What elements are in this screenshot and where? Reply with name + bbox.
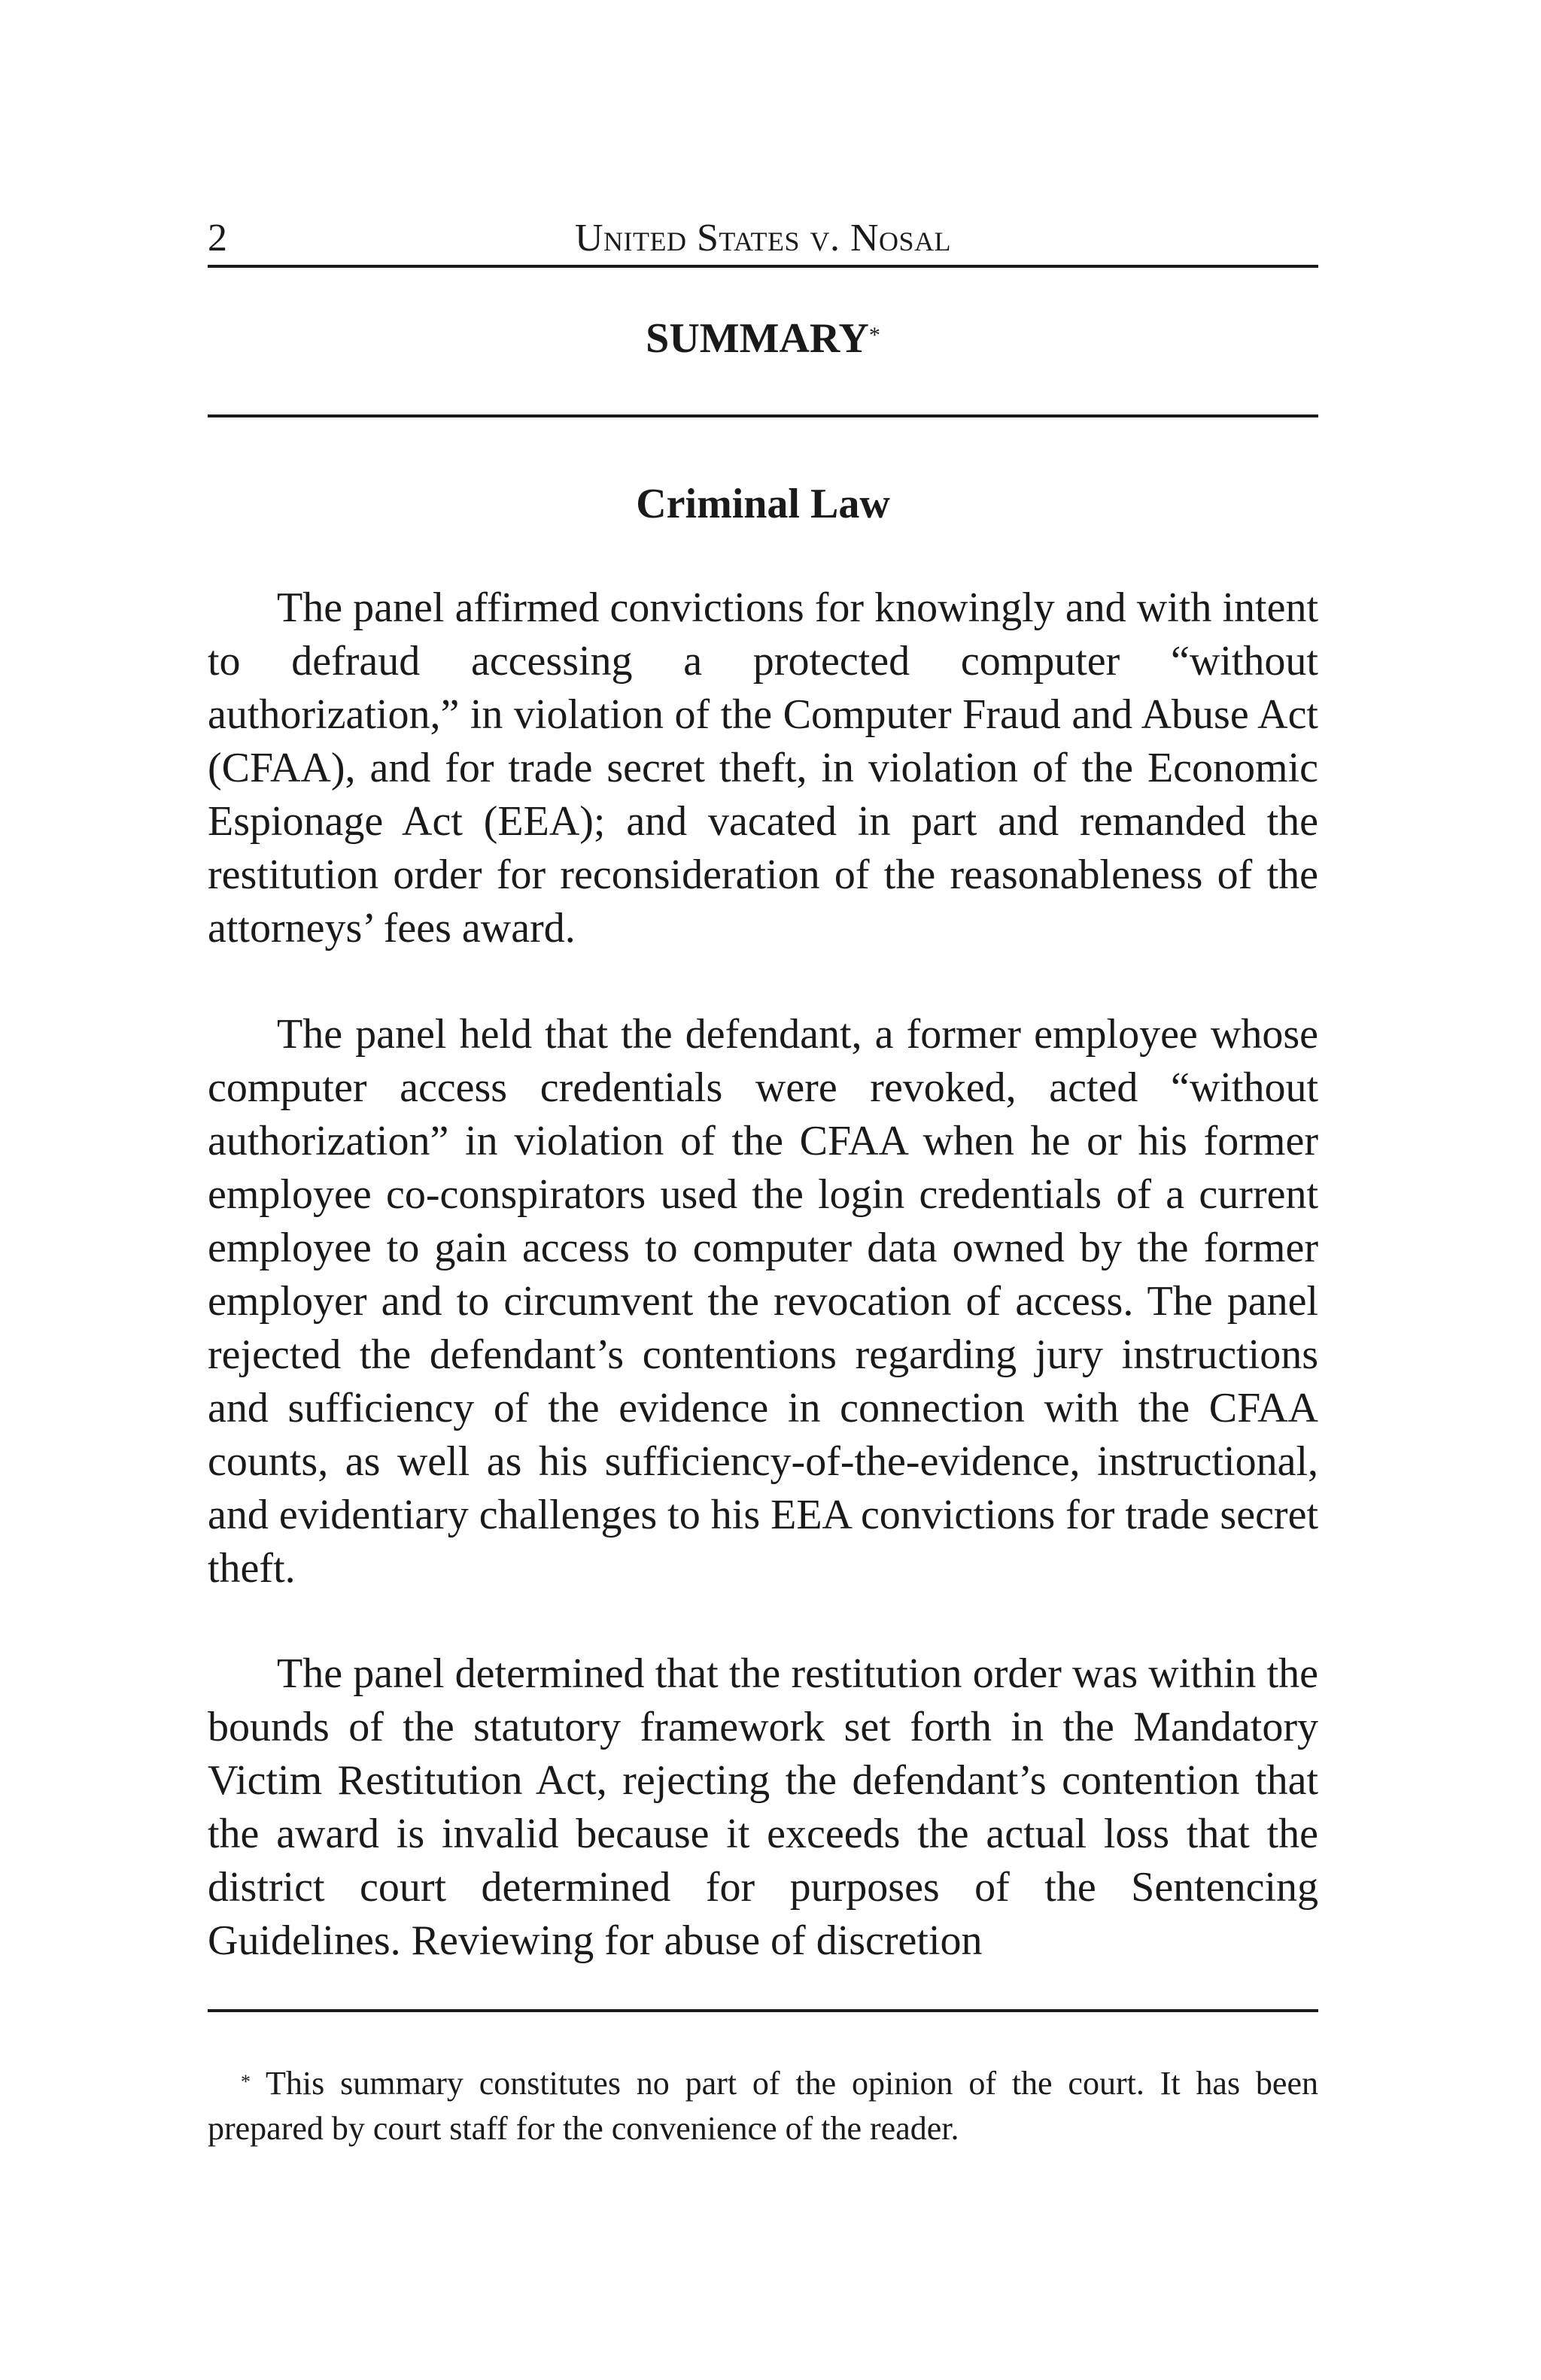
summary-divider-top <box>208 414 1318 417</box>
summary-title: SUMMARY <box>646 315 869 362</box>
summary-footnote-marker: * <box>868 323 880 348</box>
paragraph-1: The panel affirmed convictions for knowingly and with intent to defraud accessing a protected computer “without authorization,” in violation of the Computer Fraud and Abuse Act (CFAA), and for trade secret theft, in violation of the Economic Espionage Act (EEA); and vacated in part and remanded the restitution order for reconsideration of the reasonableness of the attorneys’ fees award. <box>208 584 1318 952</box>
footnote <box>208 2061 1318 2151</box>
footnote-divider <box>208 2009 1318 2012</box>
case-name: United States v. Nosal <box>574 217 952 260</box>
page-number: 2 <box>208 217 227 260</box>
footnote-marker: * <box>241 2071 251 2093</box>
paragraph-2: The panel held that the defendant, a former employee whose computer access credentials were revoked, acted “without authorization” in violation of the CFAA when he or his former employee co-conspirators used the login credentials of a current employee to gain access to computer data owned by the former employer and to circumvent the revocation of access. The panel rejected the defendant’s contentions regarding jury instructions and sufficiency of the evidence in connection with the CFAA counts, as well as his sufficiency-of-the-evidence, instructional, and evidentiary challenges to his EEA convictions for trade secret theft. <box>208 1011 1318 1592</box>
summary-heading <box>208 307 1318 370</box>
footnote-text: This summary constitutes no part of the opinion of the court. It has been prepared by court staff for the convenience of the reader. <box>208 2065 1318 2147</box>
running-header <box>208 212 1318 268</box>
paragraph-3: The panel determined that the restitution order was within the bounds of the statutory framework set forth in the Mandatory Victim Restitution Act, rejecting the defendant’s contention that the award is invalid because it exceeds the actual loss that the district court determined for purposes of the Sentencing Guidelines. Reviewing for abuse of discretion <box>208 1650 1318 1964</box>
section-heading: Criminal Law <box>636 481 890 527</box>
page-content <box>208 0 1318 2380</box>
